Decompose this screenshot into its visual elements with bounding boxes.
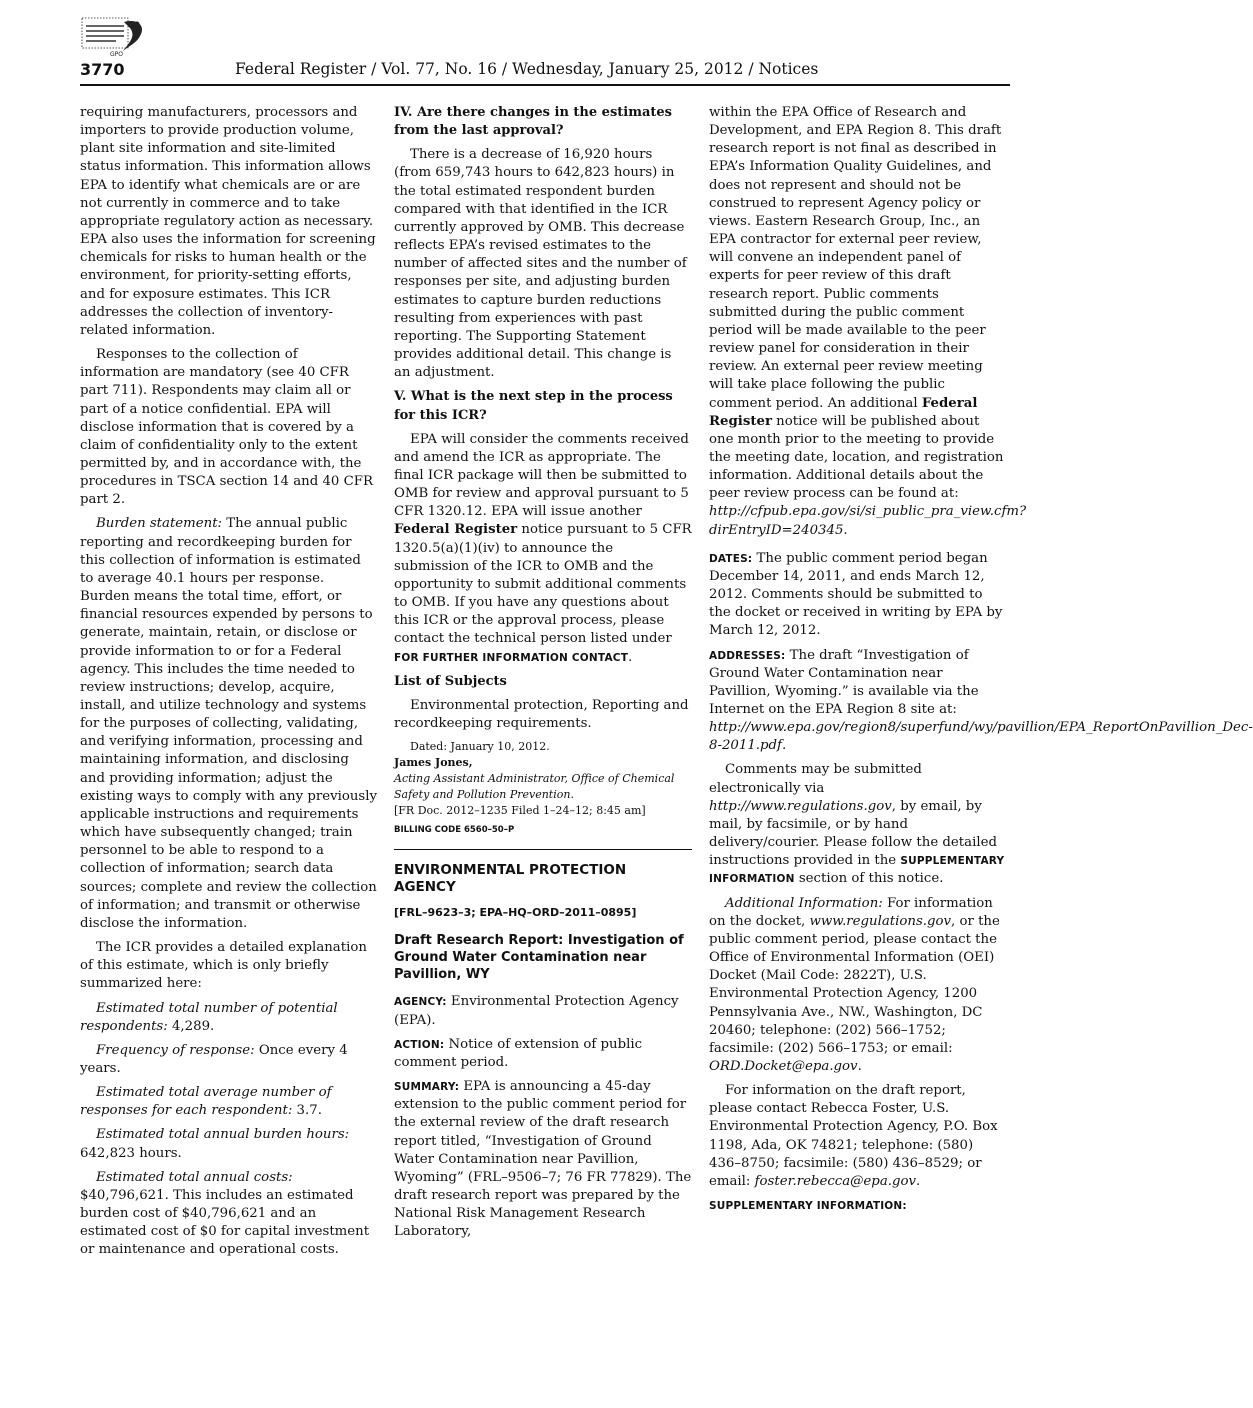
divider	[394, 849, 692, 850]
docket-email-link[interactable]: ORD.Docket@epa.gov	[709, 1058, 858, 1074]
regulations-link[interactable]: http://www.regulations.gov	[709, 798, 892, 814]
svg-text:GPO: GPO	[110, 51, 123, 58]
fr-doc: [FR Doc. 2012–1235 Filed 1–24–12; 8:45 am]	[394, 804, 646, 818]
summary: SUMMARY: EPA is announcing a 45-day extension to the public comment period for the external review of the draft research report titled, “Investigation of Ground Water Contamination near Pavillion, Wyoming” (FRL–9506–7; 76 FR 77829). The draft research report was prepared by the National Risk Management Research Laboratory,	[394, 1079, 692, 1240]
paragraph: There is a decrease of 16,920 hours (from 659,743 hours to 642,823 hours) in the total estimated respondent burden compared with that identified in the ICR currently approved by OMB. This decrease reflects EPA’s revised estimates to the number of affected sites and the number of responses per site, and adjusting burden estimates to capture burden reductions resulting from experiences with past reporting. The Supporting Statement provides additional detail. This change is an adjustment.	[394, 147, 687, 381]
billing-code: BILLING CODE 6560–50–P	[394, 825, 515, 836]
column-2	[394, 104, 692, 1248]
column-3	[709, 104, 1253, 1221]
page-number: 3770	[80, 60, 125, 79]
paragraph: EPA will consider the comments received and amend the ICR as appropriate. The final ICR package will then be submitted to OMB for review and approval pursuant to 5 CFR 1320.12. EPA will issue another Federal Register notice pursuant to 5 CFR 1320.5(a)(1)(iv) to announce the submission of the ICR to OMB and the opportunity to submit additional comments to OMB. If you have any questions about this ICR or the approval process, please contact the technical person listed under FOR FURTHER INFORMATION CONTACT.	[394, 431, 692, 665]
action-line: ACTION: Notice of extension of public comment period.	[394, 1036, 643, 1070]
paragraph: Responses to the collection of information are mandatory (see 40 CFR part 711). Respondents may claim all or part of a notice confidential. EPA will disclose information that is covered by a claim of confidentiality only to the extent permitted by, and in accordance with, the procedures in TSCA section 14 and 40 CFR part 2.	[80, 347, 374, 508]
signer-name: James Jones,	[394, 756, 473, 770]
estimate-burden-hours: Estimated total annual burden hours: 642,823 hours.	[80, 1127, 350, 1161]
section-heading: V. What is the next step in the process for this ICR?	[394, 389, 673, 423]
agency-line: AGENCY: Environmental Protection Agency (EPA).	[394, 994, 679, 1028]
docket-number: [FRL–9623–3; EPA–HQ–ORD–2011–0895]	[394, 906, 637, 920]
column-1	[80, 104, 378, 1266]
list-of-subjects-heading: List of Subjects	[394, 673, 507, 689]
running-head-text: Federal Register / Vol. 77, No. 16 / Wednesday, January 25, 2012 / Notices	[235, 60, 819, 78]
estimate-respondents: Estimated total number of potential respondents: 4,289.	[80, 1000, 338, 1034]
peer-review-link[interactable]: http://cfpub.epa.gov/si/si_public_pra_view.cfm?dirEntryID=240345	[709, 504, 1027, 538]
foster-email-link[interactable]: foster.rebecca@epa.gov	[754, 1173, 916, 1189]
paragraph: The ICR provides a detailed explanation of this estimate, which is only briefly summarized here:	[80, 940, 367, 992]
additional-information: Additional Information: For information on the docket, www.regulations.gov, or the public comment period, please contact the Office of Environmental Information (OEI) Docket (Mail Code: 2822T), U.S. Environmental Protection Agency, 1200 Pennsylvania Ave., NW., Washington, DC 20460; telephone: (202) 566–1752; facsimile: (202) 566–1753; or email: ORD.Docket@epa.gov.	[709, 895, 1000, 1074]
addresses: ADDRESSES: The draft “Investigation of Ground Water Contamination near Pavillion, Wyoming.” is available via the Internet on the EPA Region 8 site at: http://www.epa.gov/region8/superfund/wy/pavillion/EPA_ReportOnPavillion_Dec-8-2011.pdf.	[709, 647, 1253, 754]
estimate-costs: Estimated total annual costs: $40,796,621. This includes an estimated burden cost of $40,796,621 and an estimated cost of $0 for capital investment or maintenance and operational costs.	[80, 1169, 370, 1258]
report-link[interactable]: http://www.epa.gov/region8/superfund/wy/pavillion/EPA_ReportOnPavillion_Dec-8-2011.pdf	[709, 720, 1253, 754]
paragraph: requiring manufacturers, processors and importers to provide production volume, plant site information and site-limited status information. This information allows EPA to identify what chemicals are or are not currently in commerce and to take appropriate regulatory action as necessary. EPA also uses the information for screening chemicals for risks to human health or the environment, for priority-setting efforts, and for exposure estimates. This ICR addresses the collection of inventory-related information.	[80, 105, 376, 338]
regulations-link[interactable]: www.regulations.gov	[809, 913, 952, 929]
subjects: Environmental protection, Reporting and recordkeeping requirements.	[394, 697, 689, 731]
estimate-responses: Estimated total average number of responses for each respondent: 3.7.	[80, 1085, 332, 1119]
estimate-frequency: Frequency of response: Once every 4 years.	[80, 1042, 348, 1076]
document-title: Draft Research Report: Investigation of Ground Water Contamination near Pavillion, WY	[394, 933, 684, 983]
burden-label: Burden statement:	[96, 516, 223, 532]
dates: DATES: The public comment period began December 14, 2011, and ends March 12, 2012. Comments should be submitted to the docket or received in writing by EPA by March 12, 2012.	[709, 550, 1003, 639]
comments: Comments may be submitted electronically via http://www.regulations.gov, by email, by mail, by facsimile, or by hand delivery/courier. Please follow the detailed instructions provided in the SUPPLEMENTARY INFORMATION section of this notice.	[709, 762, 1005, 887]
section-heading: IV. Are there changes in the estimates from the last approval?	[394, 105, 672, 139]
dated: Dated: January 10, 2012.	[410, 740, 550, 754]
gpo-authentication-logo	[80, 16, 150, 58]
signer-title: Acting Assistant Administrator, Office of Chemical Safety and Pollution Prevention.	[394, 772, 675, 802]
draft-report-contact: For information on the draft report, please contact Rebecca Foster, U.S. Environmental Protection Agency, P.O. Box 1198, Ada, OK 74821; telephone: (580) 436–8750; facsimile: (580) 436–8529; or email: foster.rebecca@epa.gov.	[709, 1083, 998, 1189]
eagle-seal-icon	[80, 16, 150, 58]
agency-heading: ENVIRONMENTAL PROTECTION AGENCY	[394, 862, 627, 896]
running-header	[80, 58, 1010, 86]
supplementary-information-label: SUPPLEMENTARY INFORMATION:	[709, 1200, 907, 1213]
burden-statement: Burden statement: The annual public reporting and recordkeeping burden for this collection of information is estimated to average 40.1 hours per response. Burden means the total time, effort, or financial resources expended by persons to generate, maintain, retain, or disclose or provide information to or for a Federal agency. This includes the time needed to review instructions; develop, acquire, install, and utilize technology and systems for the purposes of collecting, validating, and verifying information, processing and maintaining information, and disclosing and providing information; adjust the existing ways to comply with any previously applicable instructions and requirements which have subsequently changed; train personnel to be able to respond to a collection of information; search data sources; complete and review the collection of information; and transmit or otherwise disclose the information.	[80, 516, 378, 931]
paragraph: within the EPA Office of Research and Development, and EPA Region 8. This draft research report is not final as described in EPA’s Information Quality Guidelines, and does not represent and should not be construed to represent Agency policy or views. Eastern Research Group, Inc., an EPA contractor for external peer review, will convene an independent panel of experts for peer review of this draft research report. Public comments submitted during the public comment period will be made available to the peer review panel for consideration in their review. An external peer review meeting will take place following the public comment period. An additional Federal Register notice will be published about one month prior to the meeting to provide the meeting date, location, and registration information. Additional details about the peer review process can be found at: http://cfpub.epa.gov/si/si_public_pra_view.cfm?dirEntryID=240345.	[709, 105, 1027, 538]
